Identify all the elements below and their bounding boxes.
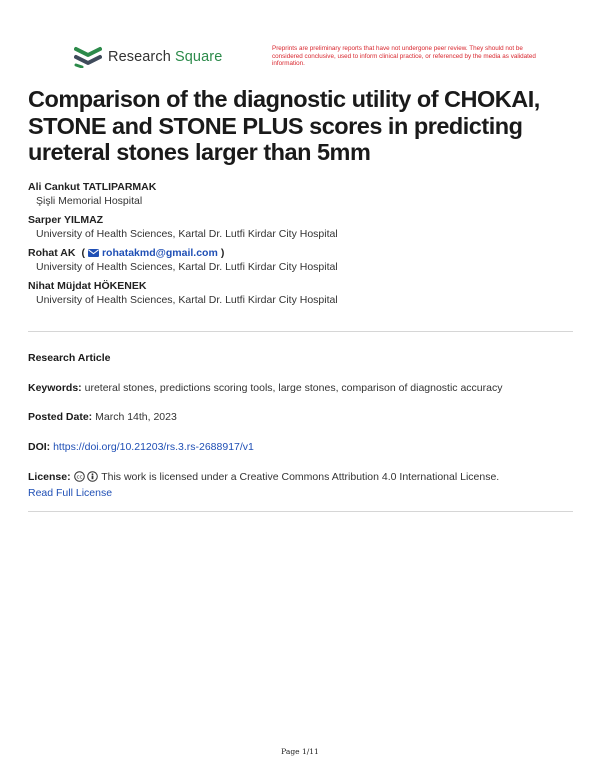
- paper-title: Comparison of the diagnostic utility of CHOKAI, STONE and STONE PLUS scores in predicting ureteral stones larger than 5mm: [28, 86, 540, 165]
- email-open-paren: (: [81, 246, 85, 259]
- author-affiliation: University of Health Sciences, Kartal Dr. Lutfi Kirdar City Hospital: [36, 293, 338, 306]
- author-entry: [28, 180, 573, 213]
- author-email-link[interactable]: rohatakmd@gmail.com: [101, 246, 218, 259]
- author-name: Ali Cankut TATLIPARMAK: [28, 180, 157, 193]
- research-square-logo-icon: [74, 46, 102, 68]
- doi-line: [28, 441, 573, 453]
- attribution-icon: [87, 471, 98, 482]
- author-affiliation: University of Health Sciences, Kartal Dr. Lutfi Kirdar City Hospital: [36, 227, 338, 240]
- doi-link[interactable]: https://doi.org/10.21203/rs.3.rs-2688917/v1: [53, 441, 254, 453]
- logo-wordmark: Research Square: [108, 49, 223, 65]
- corresponding-author-line: [28, 246, 573, 261]
- email-close-paren: ): [220, 246, 225, 259]
- license-link-line: [28, 487, 573, 499]
- keywords-value: ureteral stones, predictions scoring tools, large stones, comparison of diagnostic accuracy: [84, 382, 503, 394]
- license-text: This work is licensed under a Creative Commons Attribution 4.0 International License.: [101, 471, 500, 483]
- author-name: Rohat AK: [28, 246, 76, 259]
- envelope-icon: [88, 249, 99, 257]
- doi-label: DOI:: [28, 441, 51, 453]
- read-full-license-link[interactable]: Read Full License: [28, 487, 113, 499]
- author-list: [28, 180, 573, 312]
- author-name: Sarper YILMAZ: [28, 213, 104, 226]
- posted-date-line: [28, 411, 573, 423]
- article-type: Research Article: [28, 352, 111, 364]
- author-entry: [28, 213, 573, 246]
- author-entry: [28, 279, 573, 312]
- keywords-label: Keywords:: [28, 382, 82, 394]
- author-name: Nihat Müjdat HÖKENEK: [28, 279, 147, 292]
- divider: [28, 331, 573, 332]
- license-line: [28, 471, 573, 483]
- license-label: License:: [28, 471, 71, 483]
- keywords-line: [28, 382, 573, 394]
- page-number: Page 1/11: [281, 747, 319, 756]
- research-square-logo[interactable]: [74, 46, 222, 68]
- creative-commons-icon: [74, 471, 85, 482]
- posted-date-value: March 14th, 2023: [95, 411, 177, 423]
- divider: [28, 511, 573, 512]
- preprint-notice: Preprints are preliminary reports that have not undergone peer review. They should not be considered conclusive, used to inform clinical practice, or referenced by the media as validated information.: [272, 45, 536, 68]
- svg-text:cc: cc: [76, 474, 83, 481]
- email-wrapper: [81, 247, 224, 261]
- posted-date-label: Posted Date:: [28, 411, 93, 423]
- author-affiliation: Şişli Memorial Hospital: [36, 194, 143, 207]
- author-affiliation: University of Health Sciences, Kartal Dr. Lutfi Kirdar City Hospital: [36, 260, 338, 273]
- author-entry: [28, 246, 573, 279]
